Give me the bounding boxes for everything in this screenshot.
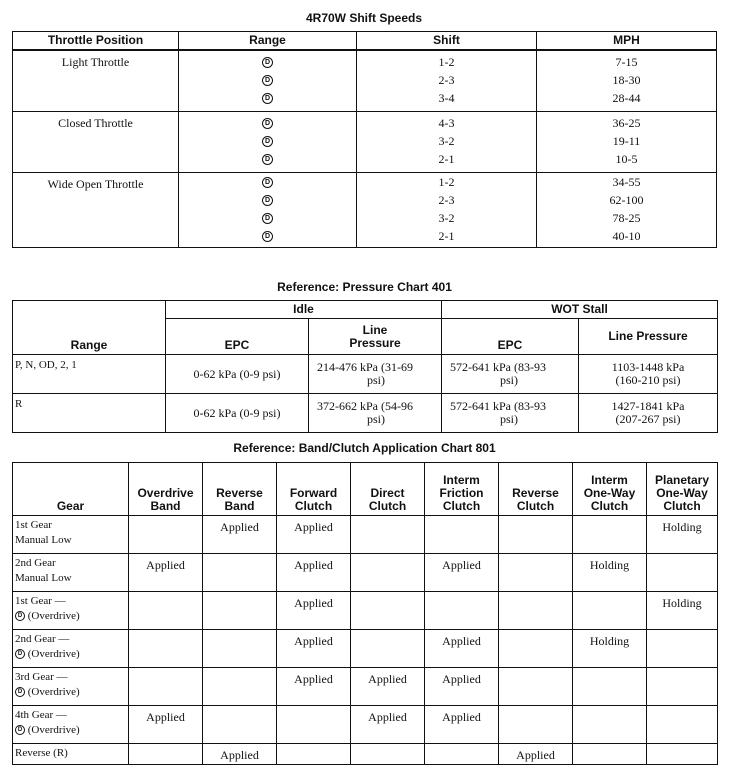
header-throttle-position: Throttle Position (13, 32, 179, 51)
header-line: Clutch (442, 499, 481, 513)
value-line: 1103-1448 kPa (611, 360, 685, 374)
status-cell (129, 516, 203, 554)
header-line: Planetary (654, 473, 710, 487)
status-cell: Applied (129, 706, 203, 744)
gear-label (13, 706, 129, 744)
gear-line: (Overdrive) (27, 724, 80, 736)
value-line: 1427-1841 kPa (611, 399, 685, 413)
status-cell: Applied (425, 706, 499, 744)
status-cell (573, 592, 647, 630)
pressure-range: P, N, OD, 2, 1 (13, 355, 166, 394)
status-cell (647, 706, 718, 744)
header-range: Range (179, 32, 357, 51)
gear-line: 1st Gear — (15, 595, 66, 607)
header-line: One-Way (656, 486, 708, 500)
gear-row (13, 630, 718, 668)
gear-row (13, 668, 718, 706)
header-idle-epc: EPC (166, 319, 309, 355)
pressure-row (13, 394, 718, 433)
status-cell (129, 668, 203, 706)
mph-value: 7-15 (615, 55, 638, 69)
header-line: Band (150, 499, 181, 513)
throttle-position: Wide Open Throttle (13, 173, 179, 248)
value-line: psi) (367, 412, 385, 426)
drive-symbol-icon: D (262, 118, 273, 129)
status-cell: Applied (425, 668, 499, 706)
header-planetary-one-way-clutch (647, 463, 718, 516)
header-line: Gear (56, 499, 85, 513)
header-mph: MPH (537, 32, 717, 51)
value-line: 572-641 kPa (83-93 (450, 399, 547, 413)
gear-line: (Overdrive) (27, 648, 80, 660)
header-line: Clutch (516, 499, 555, 513)
header-gear (13, 463, 129, 516)
header-interm-one-way-clutch (573, 463, 647, 516)
header-line: Clutch (368, 499, 407, 513)
status-cell: Applied (425, 630, 499, 668)
drive-symbol-icon: D (262, 57, 273, 68)
gear-label (13, 554, 129, 592)
status-cell (351, 554, 425, 592)
throttle-position: Closed Throttle (13, 112, 179, 173)
gear-line: 1st Gear (15, 519, 52, 531)
mph-value: 36-25 (612, 116, 641, 130)
idle-epc: 0-62 kPa (0-9 psi) (166, 394, 309, 433)
status-cell: Applied (129, 554, 203, 592)
shift-cell (357, 173, 537, 248)
drive-symbol-icon: D (262, 136, 273, 147)
shift-value: 2-1 (438, 152, 455, 166)
status-cell (573, 706, 647, 744)
header-direct-clutch (351, 463, 425, 516)
shift-value: 1-2 (438, 55, 455, 69)
mph-value: 40-10 (612, 229, 641, 243)
value-line: 214-476 kPa (31-69 (317, 360, 413, 374)
header-line: Interm (443, 473, 480, 487)
range-cell (179, 173, 357, 248)
status-cell (203, 554, 277, 592)
status-cell (277, 744, 351, 765)
drive-symbol-icon: D (262, 195, 273, 206)
header-wot-stall: WOT Stall (442, 301, 718, 319)
status-cell (573, 668, 647, 706)
drive-symbol-icon: D (262, 177, 273, 188)
status-cell (277, 706, 351, 744)
status-cell (647, 630, 718, 668)
drive-symbol-icon: D (262, 154, 273, 165)
drive-symbol-icon: D (15, 649, 25, 659)
status-cell (425, 592, 499, 630)
wot-line-pressure (579, 394, 718, 433)
shift-value: 1-2 (438, 175, 455, 189)
status-cell (351, 592, 425, 630)
drive-symbol-icon: D (15, 611, 25, 621)
wot-epc (442, 355, 579, 394)
status-cell: Holding (647, 592, 718, 630)
gear-row (13, 744, 718, 765)
status-cell: Applied (203, 744, 277, 765)
shift-group-wide-open-throttle (13, 173, 717, 248)
shift-speeds-title: 4R70W Shift Speeds (305, 11, 423, 25)
wot-epc (442, 394, 579, 433)
status-cell (499, 516, 573, 554)
header-overdrive-band (129, 463, 203, 516)
band-clutch-header-row (13, 463, 718, 516)
mph-value: 19-11 (612, 134, 641, 148)
header-line: Interm (591, 473, 628, 487)
status-cell: Holding (573, 630, 647, 668)
gear-line: Manual Low (15, 534, 72, 546)
value-line: psi) (500, 412, 519, 426)
value-line: psi) (500, 373, 519, 387)
status-cell (425, 516, 499, 554)
drive-symbol-icon: D (15, 687, 25, 697)
header-line: Clutch (663, 499, 701, 513)
value-line: 572-641 kPa (83-93 (450, 360, 547, 374)
gear-row (13, 706, 718, 744)
shift-value: 3-2 (438, 134, 455, 148)
status-cell: Applied (425, 554, 499, 592)
status-cell: Applied (277, 668, 351, 706)
status-cell (573, 516, 647, 554)
shift-group-light-throttle (13, 50, 717, 112)
band-clutch-table (12, 462, 718, 765)
value-line: psi) (367, 373, 385, 387)
mph-cell (537, 173, 717, 248)
status-cell (203, 630, 277, 668)
pressure-chart-table (12, 300, 718, 433)
shift-speeds-table (12, 31, 717, 248)
header-idle-line-pressure: Line Pressure (309, 319, 442, 355)
shift-value: 2-3 (438, 193, 455, 207)
status-cell (573, 744, 647, 765)
status-cell (647, 744, 718, 765)
gear-line: 2nd Gear — (15, 633, 70, 645)
wot-line-pressure (579, 355, 718, 394)
gear-label (13, 630, 129, 668)
status-cell (499, 630, 573, 668)
mph-cell (537, 112, 717, 173)
pressure-range: R (13, 394, 166, 433)
header-line: Clutch (590, 499, 629, 513)
status-cell (129, 630, 203, 668)
status-cell (351, 744, 425, 765)
gear-label (13, 592, 129, 630)
gear-row (13, 592, 718, 630)
idle-line-pressure (309, 394, 442, 433)
pressure-chart-title: Reference: Pressure Chart 401 (277, 280, 452, 294)
header-wot-epc: EPC (442, 319, 579, 355)
shift-group-closed-throttle (13, 112, 717, 173)
status-cell (499, 554, 573, 592)
status-cell (203, 706, 277, 744)
range-cell (179, 112, 357, 173)
throttle-position: Light Throttle (13, 50, 179, 112)
drive-symbol-icon: D (262, 93, 273, 104)
header-line: Forward (289, 486, 338, 500)
mph-value: 34-55 (612, 175, 641, 189)
status-cell (499, 592, 573, 630)
shift-value: 3-4 (438, 91, 455, 105)
status-cell: Holding (573, 554, 647, 592)
status-cell: Applied (351, 668, 425, 706)
drive-symbol-icon: D (262, 213, 273, 224)
status-cell: Applied (277, 630, 351, 668)
header-line: Clutch (294, 499, 333, 513)
header-shift: Shift (357, 32, 537, 51)
header-reverse-band (203, 463, 277, 516)
drive-symbol-icon: D (262, 75, 273, 86)
header-interm-friction-clutch (425, 463, 499, 516)
gear-row (13, 516, 718, 554)
gear-line: Manual Low (15, 572, 72, 584)
gear-line: (Overdrive) (27, 610, 80, 622)
gear-line: Reverse (R) (15, 747, 68, 759)
pressure-group-header-row (13, 301, 718, 319)
status-cell: Holding (647, 516, 718, 554)
status-cell: Applied (277, 592, 351, 630)
status-cell (425, 744, 499, 765)
header-range: Range (13, 301, 166, 355)
status-cell (203, 592, 277, 630)
gear-label (13, 744, 129, 765)
mph-value: 62-100 (609, 193, 644, 207)
mph-value: 10-5 (615, 152, 638, 166)
value-line: (160-210 psi) (615, 373, 681, 387)
header-forward-clutch (277, 463, 351, 516)
mph-value: 78-25 (612, 211, 641, 225)
header-line: Band (224, 499, 255, 513)
idle-line-pressure (309, 355, 442, 394)
status-cell: Applied (277, 554, 351, 592)
status-cell (351, 516, 425, 554)
status-cell: Applied (351, 706, 425, 744)
status-cell (203, 668, 277, 706)
status-cell (647, 668, 718, 706)
mph-cell (537, 50, 717, 112)
shift-value: 2-1 (438, 229, 455, 243)
gear-line: (Overdrive) (27, 686, 80, 698)
status-cell (647, 554, 718, 592)
header-idle: Idle (166, 301, 442, 319)
gear-line: 4th Gear — (15, 709, 67, 721)
value-line: (207-267 psi) (615, 412, 681, 426)
value-line: 372-662 kPa (54-96 (317, 399, 413, 413)
drive-symbol-icon: D (262, 231, 273, 242)
drive-symbol-icon: D (15, 725, 25, 735)
shift-value: 4-3 (438, 116, 455, 130)
status-cell (129, 592, 203, 630)
header-line: Overdrive (137, 486, 194, 500)
header-line: Direct (370, 486, 405, 500)
gear-line: 3rd Gear — (15, 671, 68, 683)
range-cell (179, 50, 357, 112)
status-cell: Applied (203, 516, 277, 554)
status-cell (499, 706, 573, 744)
idle-epc: 0-62 kPa (0-9 psi) (166, 355, 309, 394)
status-cell (351, 630, 425, 668)
shift-speeds-header-row (13, 32, 717, 51)
status-cell (499, 668, 573, 706)
header-line: Reverse (512, 486, 559, 500)
status-cell: Applied (499, 744, 573, 765)
band-clutch-chart-title: Reference: Band/Clutch Application Chart 801 (233, 441, 496, 455)
header-reverse-clutch (499, 463, 573, 516)
gear-line: 2nd Gear (15, 557, 56, 569)
shift-value: 2-3 (438, 73, 455, 87)
status-cell (129, 744, 203, 765)
shift-cell (357, 112, 537, 173)
mph-value: 28-44 (612, 91, 641, 105)
gear-row (13, 554, 718, 592)
shift-cell (357, 50, 537, 112)
header-wot-line-pressure: Line Pressure (579, 319, 718, 355)
mph-value: 18-30 (612, 73, 641, 87)
gear-label (13, 668, 129, 706)
header-line: Friction (439, 486, 484, 500)
header-line: One-Way (583, 486, 636, 500)
gear-label (13, 516, 129, 554)
pressure-row (13, 355, 718, 394)
header-line: Reverse (216, 486, 263, 500)
shift-value: 3-2 (438, 211, 455, 225)
status-cell: Applied (277, 516, 351, 554)
